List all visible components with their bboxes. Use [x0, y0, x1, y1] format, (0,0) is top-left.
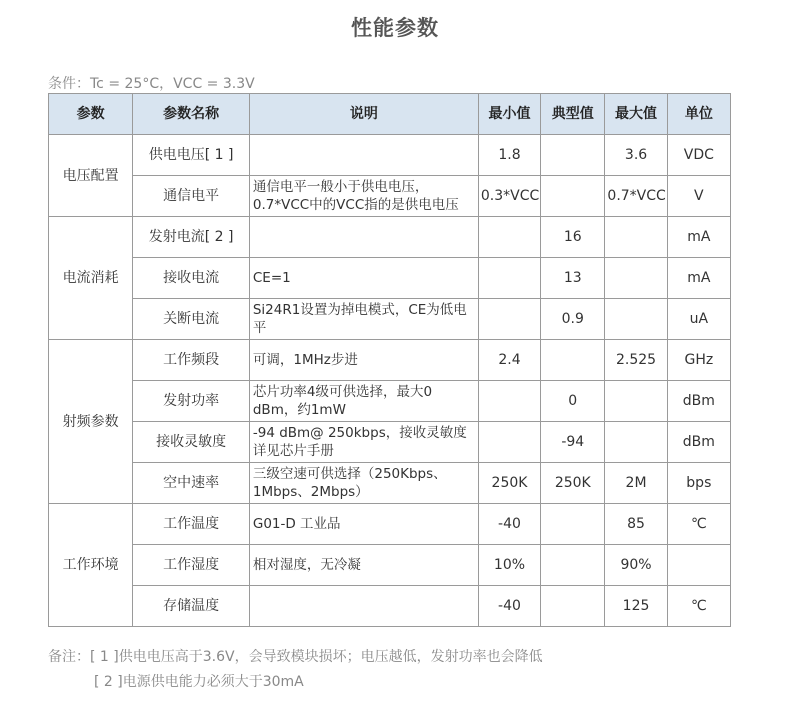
param-name-cell: 通信电平 [133, 176, 250, 217]
table-row [49, 422, 731, 463]
typical-value-cell: 13 [541, 258, 605, 299]
header-cell: 单位 [667, 94, 730, 135]
param-name-cell: 工作频段 [133, 340, 250, 381]
param-name-cell: 关断电流 [133, 299, 250, 340]
group-name-cell: 电流消耗 [49, 217, 133, 340]
typical-value-cell [541, 176, 605, 217]
header-cell: 说明 [249, 94, 478, 135]
max-value-cell: 85 [605, 504, 667, 545]
table-row [49, 299, 731, 340]
unit-cell: ℃ [667, 586, 730, 627]
typical-value-cell [541, 586, 605, 627]
typical-value-cell: -94 [541, 422, 605, 463]
table-row [49, 381, 731, 422]
table-row [49, 463, 731, 504]
unit-cell: bps [667, 463, 730, 504]
group-name-cell: 射频参数 [49, 340, 133, 504]
max-value-cell: 90% [605, 545, 667, 586]
table-row [49, 135, 731, 176]
min-value-cell: 0.3*VCC [478, 176, 540, 217]
notes [48, 645, 543, 695]
header-cell: 最小值 [478, 94, 540, 135]
min-value-cell: 2.4 [478, 340, 540, 381]
group-name-cell: 工作环境 [49, 504, 133, 627]
table-row [49, 504, 731, 545]
min-value-cell [478, 258, 540, 299]
table-row [49, 586, 731, 627]
unit-cell: V [667, 176, 730, 217]
max-value-cell [605, 258, 667, 299]
unit-cell: dBm [667, 422, 730, 463]
param-name-cell: 空中速率 [133, 463, 250, 504]
max-value-cell: 3.6 [605, 135, 667, 176]
description-cell: Si24R1设置为掉电模式，CE为低电平 [249, 299, 478, 340]
max-value-cell: 2.525 [605, 340, 667, 381]
typical-value-cell [541, 340, 605, 381]
test-conditions: 条件：Tc = 25°C，VCC = 3.3V [48, 76, 255, 92]
unit-cell: ℃ [667, 504, 730, 545]
min-value-cell [478, 217, 540, 258]
table-row [49, 176, 731, 217]
unit-cell: uA [667, 299, 730, 340]
page-title: 性能参数 [351, 16, 439, 40]
unit-cell: VDC [667, 135, 730, 176]
param-name-cell: 工作湿度 [133, 545, 250, 586]
header-cell: 典型值 [541, 94, 605, 135]
typical-value-cell: 16 [541, 217, 605, 258]
max-value-cell: 2M [605, 463, 667, 504]
header-cell: 参数 [49, 94, 133, 135]
unit-cell: dBm [667, 381, 730, 422]
unit-cell: mA [667, 217, 730, 258]
description-cell: G01-D 工业品 [249, 504, 478, 545]
param-name-cell: 存储温度 [133, 586, 250, 627]
min-value-cell: -40 [478, 504, 540, 545]
table-row [49, 545, 731, 586]
min-value-cell: 10% [478, 545, 540, 586]
table-header-row [49, 94, 731, 135]
param-name-cell: 发射电流[ 2 ] [133, 217, 250, 258]
typical-value-cell [541, 545, 605, 586]
spec-table [48, 93, 731, 627]
header-cell: 参数名称 [133, 94, 250, 135]
description-cell: 三级空速可供选择（250Kbps、1Mbps、2Mbps） [249, 463, 478, 504]
min-value-cell: -40 [478, 586, 540, 627]
typical-value-cell [541, 504, 605, 545]
description-cell: 芯片功率4级可供选择，最大0 dBm，约1mW [249, 381, 478, 422]
description-cell: CE=1 [249, 258, 478, 299]
max-value-cell [605, 422, 667, 463]
description-cell: 相对湿度，无冷凝 [249, 545, 478, 586]
description-cell [249, 586, 478, 627]
typical-value-cell [541, 135, 605, 176]
min-value-cell: 1.8 [478, 135, 540, 176]
param-name-cell: 发射功率 [133, 381, 250, 422]
param-name-cell: 接收灵敏度 [133, 422, 250, 463]
typical-value-cell: 250K [541, 463, 605, 504]
description-cell: 通信电平一般小于供电电压，0.7*VCC中的VCC指的是供电电压 [249, 176, 478, 217]
min-value-cell [478, 422, 540, 463]
typical-value-cell: 0 [541, 381, 605, 422]
unit-cell: GHz [667, 340, 730, 381]
table-row [49, 217, 731, 258]
max-value-cell [605, 217, 667, 258]
table-row [49, 340, 731, 381]
max-value-cell [605, 299, 667, 340]
param-name-cell: 接收电流 [133, 258, 250, 299]
description-cell: 可调，1MHz步进 [249, 340, 478, 381]
max-value-cell: 125 [605, 586, 667, 627]
description-cell [249, 217, 478, 258]
description-cell [249, 135, 478, 176]
param-name-cell: 工作温度 [133, 504, 250, 545]
unit-cell: mA [667, 258, 730, 299]
min-value-cell: 250K [478, 463, 540, 504]
typical-value-cell: 0.9 [541, 299, 605, 340]
min-value-cell [478, 299, 540, 340]
param-name-cell: 供电电压[ 1 ] [133, 135, 250, 176]
note-line: 备注：[ 1 ]供电电压高于3.6V，会导致模块损坏；电压越低，发射功率也会降低 [48, 649, 543, 665]
table-row [49, 258, 731, 299]
group-name-cell: 电压配置 [49, 135, 133, 217]
description-cell: -94 dBm@ 250kbps，接收灵敏度详见芯片手册 [249, 422, 478, 463]
unit-cell [667, 545, 730, 586]
header-cell: 最大值 [605, 94, 667, 135]
max-value-cell: 0.7*VCC [605, 176, 667, 217]
min-value-cell [478, 381, 540, 422]
max-value-cell [605, 381, 667, 422]
note-line: [ 2 ]电源供电能力必须大于30mA [94, 674, 304, 690]
